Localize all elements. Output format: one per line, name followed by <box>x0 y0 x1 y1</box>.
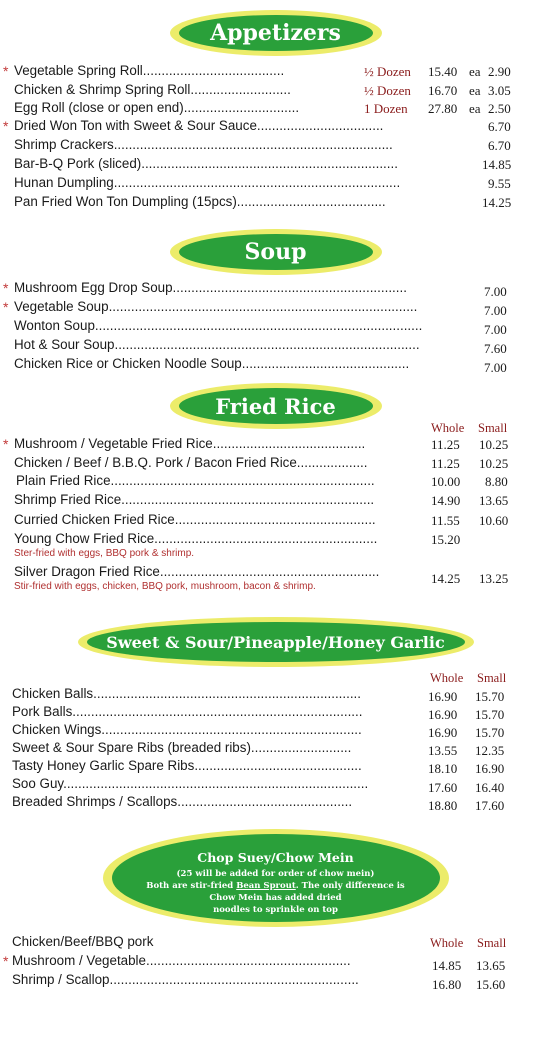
menu-item <box>0 473 551 492</box>
star-marker: * <box>3 299 9 315</box>
item-name: Shrimp Crackers........................................................................... <box>14 137 393 152</box>
price-small: 15.60 <box>476 977 506 992</box>
item-name: Young Chow Fried Rice............................................................ <box>14 531 378 546</box>
ea-label: ea <box>469 83 481 98</box>
chop-suey-note-3: Chow Mein has added dried <box>209 893 342 903</box>
col-whole-header: Whole <box>431 421 465 435</box>
menu-item <box>0 156 551 175</box>
price-small: 16.90 <box>475 761 505 776</box>
price-whole: 18.80 <box>428 798 458 813</box>
price-whole: 14.85 <box>432 958 462 973</box>
soup-title: Soup <box>244 239 307 265</box>
menu-item <box>0 758 551 777</box>
item-price: 7.00 <box>484 303 507 318</box>
price-whole: 14.25 <box>431 571 461 586</box>
item-price: 7.00 <box>484 360 507 375</box>
item-name: Pork Balls.............................................................................. <box>12 704 363 719</box>
item-price: 14.85 <box>482 157 512 172</box>
menu-item <box>0 194 551 213</box>
item-name: Pan Fried Won Ton Dumpling (15pcs)........................................ <box>14 194 386 209</box>
item-name: Shrimp / Scallop................................................................... <box>12 972 359 987</box>
item-name: Hunan Dumpling............................................................................. <box>14 175 401 190</box>
menu-item <box>0 100 551 119</box>
item-name: Mushroom / Vegetable....................................................... <box>12 953 351 968</box>
star-marker: * <box>3 63 9 79</box>
item-note: Ster-fried with eggs, BBQ pork & shrimp. <box>14 548 195 559</box>
menu-item <box>0 972 551 991</box>
item-price: 7.60 <box>484 341 507 356</box>
item-name: Soo Guy.................................................................................. <box>12 776 369 791</box>
menu-item <box>0 63 551 82</box>
fried-rice-banner <box>170 383 382 429</box>
star-marker: * <box>3 436 9 452</box>
item-name: Curried Chicken Fried Rice...................................................... <box>14 512 376 527</box>
item-price: 16.70 <box>428 83 458 98</box>
menu-item <box>0 934 551 953</box>
ea-label: ea <box>469 101 481 116</box>
item-qty: ½ Dozen <box>364 64 411 79</box>
price-small: 13.65 <box>476 958 506 973</box>
item-price: 15.40 <box>428 64 458 79</box>
chop-suey-note-1: (25 will be added for order of chow mein) <box>176 869 375 879</box>
item-price: 7.00 <box>484 322 507 337</box>
sweet-sour-banner <box>78 617 474 667</box>
price-whole: 10.00 <box>431 474 461 489</box>
item-name: Tasty Honey Garlic Spare Ribs............................................. <box>12 758 362 773</box>
price-whole: 18.10 <box>428 761 458 776</box>
col-small-header: Small <box>477 936 507 950</box>
menu-item <box>0 776 551 795</box>
price-small: 12.35 <box>475 743 505 758</box>
chop-suey-title: Chop Suey/Chow Mein <box>197 850 354 865</box>
col-whole-header: Whole <box>430 936 464 950</box>
menu-item <box>0 740 551 759</box>
item-price: 9.55 <box>488 176 511 191</box>
price-whole: 16.90 <box>428 689 458 704</box>
price-small: 16.40 <box>475 780 505 795</box>
menu-item <box>0 722 551 741</box>
item-name: Vegetable Soup................................................................................... <box>14 299 418 314</box>
item-name: Breaded Shrimps / Scallops............................................... <box>12 794 353 809</box>
price-whole: 16.90 <box>428 707 458 722</box>
item-name: Chicken & Shrimp Spring Roll........................... <box>14 82 291 97</box>
ea-price: 3.05 <box>488 83 511 98</box>
price-small: 10.25 <box>479 456 509 471</box>
star-marker: * <box>3 280 9 296</box>
price-whole: 11.25 <box>431 437 460 452</box>
menu-item <box>0 356 551 375</box>
price-small: 10.60 <box>479 513 509 528</box>
price-whole: 13.55 <box>428 743 458 758</box>
menu-item <box>0 82 551 101</box>
menu-item <box>0 137 551 156</box>
ea-price: 2.50 <box>488 101 511 116</box>
menu-item <box>0 337 551 356</box>
item-name: Vegetable Spring Roll...................................... <box>14 63 285 78</box>
item-name: Silver Dragon Fried Rice........................................................... <box>14 564 380 579</box>
price-small: 15.70 <box>475 707 505 722</box>
appetizers-banner <box>170 10 382 56</box>
star-marker: * <box>3 118 9 134</box>
item-name: Chicken Balls........................................................................ <box>12 686 361 701</box>
menu-item <box>0 704 551 723</box>
chop-suey-note-2 <box>112 880 440 892</box>
item-name: Chicken/Beef/BBQ pork <box>12 934 154 949</box>
note-emphasis: Bean Sprout <box>236 881 296 891</box>
item-name: Shrimp Fried Rice.................................................................... <box>14 492 375 507</box>
price-small: 13.65 <box>479 493 509 508</box>
fried-rice-title: Fried Rice <box>215 393 336 419</box>
item-price: 14.25 <box>482 195 512 210</box>
item-qty: 1 Dozen <box>364 101 408 116</box>
item-name: Bar-B-Q Pork (sliced)..................................................................... <box>14 156 398 171</box>
menu-item <box>0 794 551 813</box>
ea-price: 2.90 <box>488 64 511 79</box>
price-whole: 11.25 <box>431 456 460 471</box>
price-small: 15.70 <box>475 689 505 704</box>
price-whole: 16.90 <box>428 725 458 740</box>
soup-banner <box>170 229 382 275</box>
col-small-header: Small <box>478 421 508 435</box>
item-name: Sweet & Sour Spare Ribs (breaded ribs)........................... <box>12 740 352 755</box>
ea-label: ea <box>469 64 481 79</box>
item-name: Dried Won Ton with Sweet & Sour Sauce.................................. <box>14 118 384 133</box>
item-name: Wonton Soup........................................................................................ <box>14 318 423 333</box>
chop-suey-banner <box>103 829 449 927</box>
item-name: Chicken Wings...................................................................... <box>12 722 362 737</box>
price-whole: 11.55 <box>431 513 460 528</box>
price-whole: 14.90 <box>431 493 461 508</box>
price-whole: 16.80 <box>432 977 462 992</box>
item-name: Egg Roll (close or open end)............................... <box>14 100 300 115</box>
price-whole: 17.60 <box>428 780 458 795</box>
item-name: Mushroom Egg Drop Soup............................................................... <box>14 280 407 295</box>
menu-item <box>0 318 551 337</box>
price-small: 10.25 <box>479 437 509 452</box>
item-name: Chicken / Beef / B.B.Q. Pork / Bacon Fried Rice................... <box>14 455 368 470</box>
price-whole: 15.20 <box>431 532 461 547</box>
item-name: Chicken Rice or Chicken Noodle Soup............................................. <box>14 356 410 371</box>
menu-item <box>0 953 551 972</box>
col-whole-header: Whole <box>430 671 464 685</box>
menu-item <box>0 455 551 474</box>
menu-item <box>0 299 551 318</box>
price-small: 8.80 <box>485 474 508 489</box>
item-name: Hot & Sour Soup.................................................................................. <box>14 337 420 352</box>
note-text: Both are stir-fried <box>146 881 237 891</box>
menu-item <box>0 175 551 194</box>
item-note: Stir-fried with eggs, chicken, BBQ pork, mushroom, bacon & shrimp. <box>14 581 316 592</box>
item-qty: ½ Dozen <box>364 83 411 98</box>
menu-item <box>0 280 551 299</box>
menu-item <box>0 492 551 511</box>
note-text: . The only difference is <box>295 881 405 891</box>
price-small: 17.60 <box>475 798 505 813</box>
menu-item <box>0 686 551 705</box>
sweet-sour-title: Sweet & Sour/Pineapple/Honey Garlic <box>106 632 445 652</box>
item-price: 6.70 <box>488 119 511 134</box>
menu-item <box>0 436 551 455</box>
item-price: 27.80 <box>428 101 458 116</box>
star-marker: * <box>3 953 9 969</box>
item-name: Plain Fried Rice....................................................................... <box>16 473 375 488</box>
price-small: 13.25 <box>479 571 509 586</box>
menu-item <box>0 512 551 531</box>
col-small-header: Small <box>477 671 507 685</box>
item-name: Mushroom / Vegetable Fried Rice......................................... <box>14 436 366 451</box>
price-small: 15.70 <box>475 725 505 740</box>
appetizers-title: Appetizers <box>210 20 341 46</box>
chop-suey-note-4: noodles to sprinkle on top <box>213 905 338 915</box>
item-price: 7.00 <box>484 284 507 299</box>
menu-item <box>0 118 551 137</box>
item-price: 6.70 <box>488 138 511 153</box>
